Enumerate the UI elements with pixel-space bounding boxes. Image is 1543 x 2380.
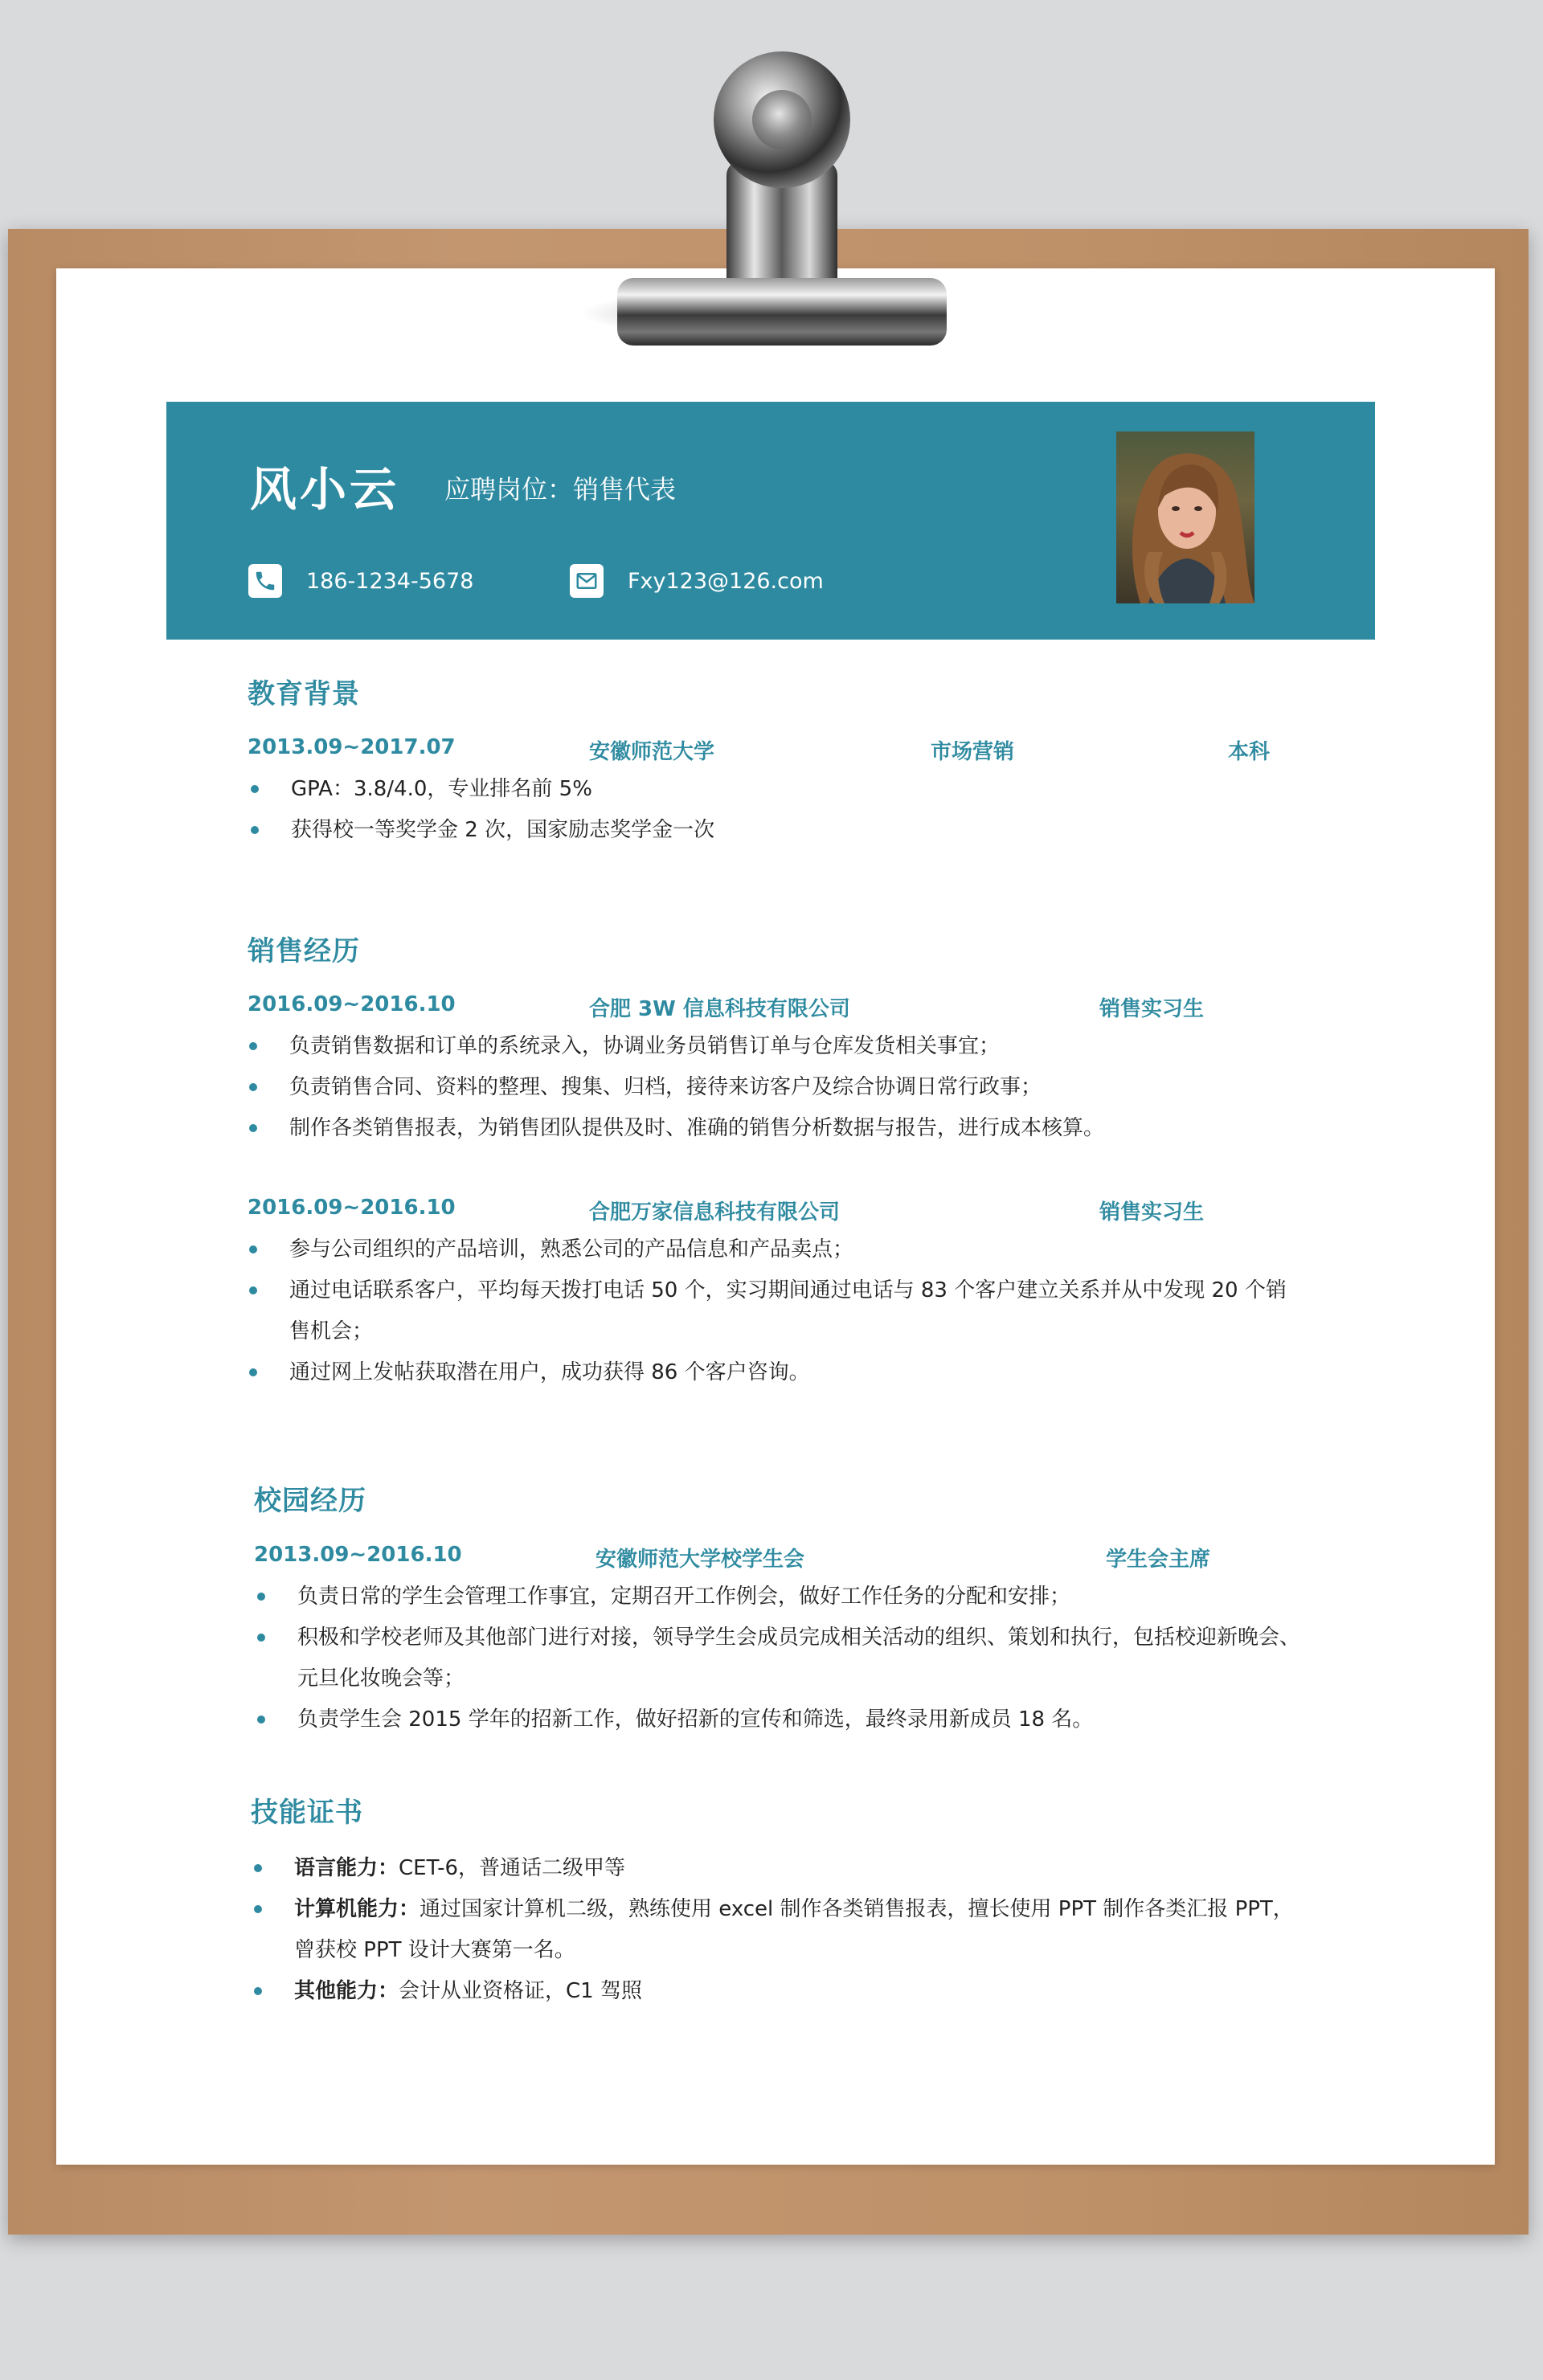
- campus-org: 安徽师范大学校学生会: [596, 1548, 805, 1572]
- education-date: 2013.09~2017.07: [248, 735, 456, 759]
- list-item: 负责日常的学生会管理工作事宜，定期召开工作例会，做好工作任务的分配和安排；: [254, 1576, 1315, 1617]
- job-position: 应聘岗位：销售代表: [444, 474, 677, 505]
- list-item: 通过电话联系客户，平均每天拨打电话 50 个，实习期间通过电话与 83 个客户建立关系并从中发现 20 个销售机会；: [246, 1270, 1307, 1352]
- job-duties-list: [246, 1229, 1307, 1393]
- job-role: 销售实习生: [1099, 1200, 1205, 1225]
- phone-number: 186-1234-5678: [306, 568, 474, 594]
- list-item: 负责销售合同、资料的整理、搜集、归档，接待来访客户及综合协调日常行政事；: [246, 1067, 1307, 1108]
- job-duties-list: [246, 1026, 1307, 1149]
- list-item: 负责学生会 2015 学年的招新工作，做好招新的宣传和筛选，最终录用新成员 18 名。: [254, 1699, 1315, 1740]
- campus-list: [254, 1576, 1315, 1740]
- profile-photo: [1116, 431, 1254, 603]
- skill-text: 通过国家计算机二级，熟练使用 excel 制作各类销售报表，擅长使用 PPT 制作各类汇报 PPT，曾获校 PPT 设计大赛第一名。: [294, 1897, 1294, 1962]
- skill-label: 其他能力：: [294, 1979, 399, 2003]
- list-item: GPA：3.8/4.0，专业排名前 5%: [248, 769, 1308, 810]
- resume-header: [166, 402, 1375, 640]
- email-address: Fxy123@126.com: [628, 568, 824, 594]
- candidate-name: 风小云: [250, 462, 400, 517]
- education-major: 市场营销: [931, 740, 1015, 764]
- job-date: 2016.09~2016.10: [248, 1196, 456, 1220]
- campus-date: 2013.09~2016.10: [254, 1543, 462, 1567]
- list-item: 参与公司组织的产品培训，熟悉公司的产品信息和产品卖点；: [246, 1229, 1307, 1270]
- education-list: [248, 769, 1308, 851]
- skill-item: [251, 1971, 1312, 2012]
- skills-list: [251, 1848, 1312, 2012]
- list-item: 积极和学校老师及其他部门进行对接，领导学生会成员完成相关活动的组织、策划和执行，包括校迎新晚会、元旦化妆晚会等；: [254, 1617, 1315, 1699]
- skill-text: 会计从业资格证，C1 驾照: [399, 1979, 642, 2003]
- job-date: 2016.09~2016.10: [248, 992, 456, 1016]
- envelope-icon: [570, 564, 604, 598]
- campus-title: 校园经历: [254, 1485, 366, 1517]
- skill-label: 语言能力：: [294, 1856, 399, 1880]
- list-item: 获得校一等奖学金 2 次，国家励志奖学金一次: [248, 810, 1308, 851]
- phone-contact: [248, 564, 473, 598]
- list-item: 通过网上发帖获取潜在用户，成功获得 86 个客户咨询。: [246, 1352, 1307, 1393]
- job-company: 合肥 3W 信息科技有限公司: [589, 997, 850, 1021]
- skill-item: [251, 1889, 1312, 1971]
- skill-label: 计算机能力：: [294, 1897, 420, 1921]
- email-contact: [570, 564, 824, 598]
- education-school: 安徽师范大学: [589, 740, 715, 764]
- phone-icon: [248, 564, 282, 598]
- sales-title: 销售经历: [248, 935, 360, 967]
- skills-title: 技能证书: [251, 1797, 363, 1829]
- education-title: 教育背景: [248, 678, 360, 710]
- skill-item: [251, 1848, 1312, 1889]
- campus-role: 学生会主席: [1106, 1548, 1211, 1572]
- job-role: 销售实习生: [1099, 997, 1205, 1021]
- skill-text: CET-6，普通话二级甲等: [399, 1856, 626, 1880]
- binder-clip-icon: [579, 48, 948, 354]
- job-company: 合肥万家信息科技有限公司: [589, 1200, 841, 1225]
- list-item: 制作各类销售报表，为销售团队提供及时、准确的销售分析数据与报告，进行成本核算。: [246, 1108, 1307, 1149]
- list-item: 负责销售数据和订单的系统录入，协调业务员销售订单与仓库发货相关事宜；: [246, 1026, 1307, 1067]
- education-degree: 本科: [1228, 740, 1271, 764]
